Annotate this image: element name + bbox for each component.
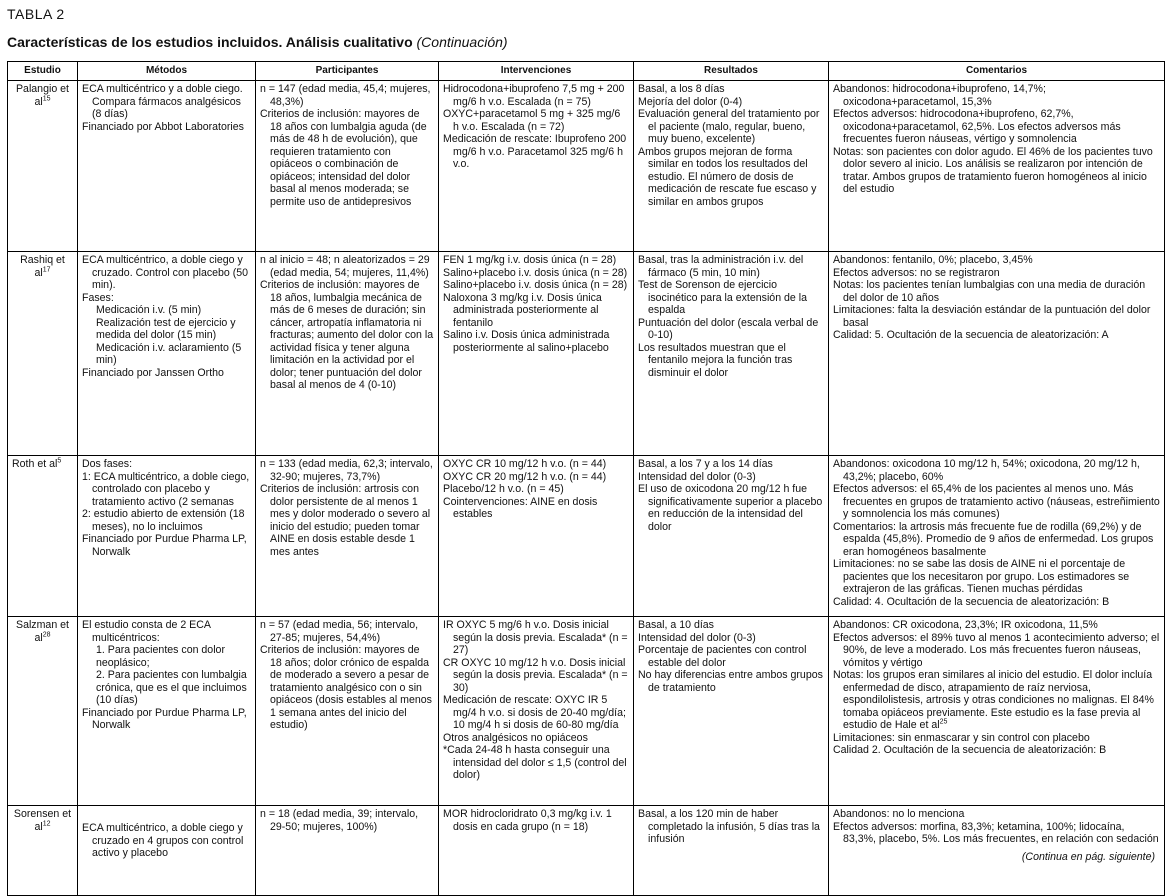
results-cell: Basal, a los 120 min de haber completado la infusión, 5 días tras la infusión <box>634 806 829 896</box>
study-cell: Salzman et $al^{28}$ <box>8 617 78 806</box>
table-label: TABLA 2 <box>7 6 65 22</box>
study-cell: Palangio et $al^{15}$ <box>8 81 78 252</box>
methods-cell: Dos fases: 1: ECA multicéntrico, a doble ciego, controlado con placebo y tratamiento activo (2 semanas 2: estudio abierto de extensión (18 meses), no lo incluimos Financiado por Purdue Pharma LP, Norwalk <box>78 456 256 617</box>
study-cell: Sorensen et $al^{12}$ <box>8 806 78 896</box>
results-cell: Basal, tras la administración i.v. del fármaco (5 min, 10 min) Test de Sorenson de ejercicio isocinético para la extensión de la espalda Puntuación del dolor (escala verbal de 0-10) Los resultados muestran que el fentanilo mejora la función tras disminuir el dolor <box>634 252 829 456</box>
table-row <box>8 806 1165 896</box>
methods-cell: ECA multicéntrico, a doble ciego y cruzado. Control con placebo (50 min). Fases: Medicación i.v. (5 min) Realización test de ejercicio y medida del dolor (15 min) Medicación i.v. aclaramiento (5 min) Financiado por Janssen Ortho <box>78 252 256 456</box>
table-row <box>8 252 1165 456</box>
continuation-note: (Continua en pág. siguiente) <box>1021 851 1155 863</box>
results-cell: Basal, a los 8 días Mejoría del dolor (0-4) Evaluación general del tratamiento por el paciente (malo, regular, bueno, muy bueno, excelente) Ambos grupos mejoran de forma similar en todos los resultados del estudio. El número de dosis de medicación de rescate fue escaso y similar en ambos grupos <box>634 81 829 252</box>
interventions-cell: MOR hidrocloridrato 0,3 mg/kg i.v. 1 dosis en cada grupo (n = 18) <box>439 806 634 896</box>
table-row <box>8 456 1165 617</box>
interventions-cell: IR OXYC 5 mg/6 h v.o. Dosis inicial según la dosis previa. Escalada* (n = 27) CR OXYC 10 mg/12 h v.o. Dosis inicial según la dosis previa. Escalada* (n = 30) Medicación de rescate: OXYC IR 5 mg/4 h v.o. si dosis de 20-40 mg/día; 10 mg/4 h si dosis de 60-80 mg/día Otros analgésicos no opiáceos *Cada 24-48 h hasta conseguir una intensidad del dolor ≤ 1,5 (control del dolor) <box>439 617 634 806</box>
comments-cell: Abandonos: CR oxicodona, 23,3%; IR oxicodona, 11,5% Efectos adversos: el 89% tuvo al menos 1 acontecimiento adverso; el 90%, de leve a moderado. Los más frecuentes fueron náuseas, vómitos y vértigo Notas: los grupos eran similares al inicio del estudio. El dolor incluía enfermedad de disco, atrapamiento de raíz nerviosa, espondilolistesis, artrosis y otras condiciones no malignas. El 84% tomaba opiáceos previamente. Este estudio es la fase previa al estudio de Hale et $al^{25}$ Limitaciones: sin enmascarar y sin control con placebo Calidad 2. Ocultación de la secuencia de aleatorización: B <box>829 617 1165 806</box>
participants-cell: n = 57 (edad media, 56; intervalo, 27-85; mujeres, 54,4%) Criterios de inclusión: mayores de 18 años; dolor crónico de espalda de moderado a severo a pesar de tratamiento analgésico con o sin opiáceos (dosis estables al menos 1 semana antes del inicio del estudio) <box>256 617 439 806</box>
title-text: Características de los estudios incluidos. Análisis cualitativo <box>7 34 413 50</box>
header-resultados: Resultados <box>634 62 829 81</box>
participants-cell: n = 147 (edad media, 45,4; mujeres, 48,3%) Criterios de inclusión: mayores de 18 años con lumbalgia aguda (de más de 48 h de evolución), que requieren tratamiento con opiáceos o combinación de opiáceos; intensidad del dolor basal al menos moderada; se permite uso de antidepresivos <box>256 81 439 252</box>
comments-cell: Abandonos: hidrocodona+ibuprofeno, 14,7%; oxicodona+paracetamol, 15,3% Efectos adversos: hidrocodona+ibuprofeno, 62,7%, oxicodona+paracetamol, 62,5%. Los efectos adversos más frecuentes fueron náuseas, vértigo y somnolencia Notas: son pacientes con dolor agudo. El 46% de los pacientes tuvo dolor severo al inicio. Los análisis se realizaron por intención de tratar. Ambos grupos de tratamiento fueron homogéneos al inicio del estudio <box>829 81 1165 252</box>
methods-cell: El estudio consta de 2 ECA multicéntricos: 1. Para pacientes con dolor neoplásico; 2. Para pacientes con lumbalgia crónica, que es el que incluimos (10 días) Financiado por Purdue Pharma LP, Norwalk <box>78 617 256 806</box>
table-row <box>8 617 1165 806</box>
participants-cell: n = 18 (edad media, 39; intervalo, 29-50; mujeres, 100%) <box>256 806 439 896</box>
comments-cell: Abandonos: oxicodona 10 mg/12 h, 54%; oxicodona, 20 mg/12 h, 43,2%; placebo, 60% Efectos adversos: el 65,4% de los pacientes al menos uno. Más frecuentes en grupos de tratamiento activo (náuseas, estreñimiento y somnolencia los más comunes) Comentarios: la artrosis más frecuente fue de rodilla (69,2%) y de espalda (45,8%). Promedio de 9 años de enfermedad. Los grupos eran homogéneos basalmente Limitaciones: no se sabe las dosis de AINE ni el porcentaje de pacientes que los necesitaron por grupo. Los estimadores se extrajeron de las gráficas. Tienen muchas pérdidas Calidad: 4. Ocultación de la secuencia de aleatorización: B <box>829 456 1165 617</box>
results-cell: Basal, a los 7 y a los 14 días Intensidad del dolor (0-3) El uso de oxicodona 20 mg/12 h fue significativamente superior a placebo en reducción de la intensidad del dolor <box>634 456 829 617</box>
title-continuation: (Continuación) <box>416 34 508 50</box>
comments-cell: Abandonos: no lo menciona Efectos adversos: morfina, 83,3%; ketamina, 100%; lidocaína, 83,3%, placebo, 5%. Los más frecuentes, en relación con sedación <box>829 806 1165 896</box>
table-title <box>7 34 508 50</box>
header-participantes: Participantes <box>256 62 439 81</box>
header-metodos: Métodos <box>78 62 256 81</box>
interventions-cell: FEN 1 mg/kg i.v. dosis única (n = 28) Salino+placebo i.v. dosis única (n = 28) Salino+placebo i.v. dosis única (n = 28) Naloxona 3 mg/kg i.v. Dosis única administrada posteriormente al fentanilo Salino i.v. Dosis única administrada posteriormente al salino+placebo <box>439 252 634 456</box>
methods-cell: ECA multicéntrico, a doble ciego y cruzado en 4 grupos con control activo y placebo <box>78 806 256 896</box>
study-cell: Roth et $al^5$ <box>8 456 78 617</box>
participants-cell: n = 133 (edad media, 62,3; intervalo, 32-90; mujeres, 73,7%) Criterios de inclusión: artrosis con dolor persistente de al menos 1 mes y dolor moderado o severo al inicio del estudio; pueden tomar AINE en dosis estable desde 1 mes antes <box>256 456 439 617</box>
table-row <box>8 81 1165 252</box>
header-estudio: Estudio <box>8 62 78 81</box>
participants-cell: n al inicio = 48; n aleatorizados = 29 (edad media, 54; mujeres, 11,4%) Criterios de inclusión: mayores de 18 años, lumbalgia mecánica de más de 6 meses de duración; sin cáncer, artropatía inflamatoria ni fracturas; aumento del dolor con la actividad física y tener alguna limitación en la actividad por el dolor; tener puntuación del dolor basal al menos de 4 (0-10) <box>256 252 439 456</box>
header-comentarios: Comentarios <box>829 62 1165 81</box>
header-intervenciones: Intervenciones <box>439 62 634 81</box>
comments-cell: Abandonos: fentanilo, 0%; placebo, 3,45% Efectos adversos: no se registraron Notas: los pacientes tenían lumbalgias con una media de duración del dolor de 10 años Limitaciones: falta la desviación estándar de la puntuación del dolor basal Calidad: 5. Ocultación de la secuencia de aleatorización: A <box>829 252 1165 456</box>
methods-cell: ECA multicéntrico y a doble ciego. Compara fármacos analgésicos (8 días) Financiado por Abbot Laboratories <box>78 81 256 252</box>
interventions-cell: OXYC CR 10 mg/12 h v.o. (n = 44) OXYC CR 20 mg/12 h v.o. (n = 44) Placebo/12 h v.o. (n = 45) Cointervenciones: AINE en dosis estables <box>439 456 634 617</box>
header-row <box>8 62 1165 81</box>
results-cell: Basal, a 10 días Intensidad del dolor (0-3) Porcentaje de pacientes con control estable del dolor No hay diferencias entre ambos grupos de tratamiento <box>634 617 829 806</box>
interventions-cell: Hidrocodona+ibuprofeno 7,5 mg + 200 mg/6 h v.o. Escalada (n = 75) OXYC+paracetamol 5 mg + 325 mg/6 h v.o. Escalada (n = 72) Medicación de rescate: Ibuprofeno 200 mg/6 h v.o. Paracetamol 325 mg/6 h v.o. <box>439 81 634 252</box>
studies-table <box>7 61 1165 896</box>
study-cell: Rashiq et $al^{17}$ <box>8 252 78 456</box>
